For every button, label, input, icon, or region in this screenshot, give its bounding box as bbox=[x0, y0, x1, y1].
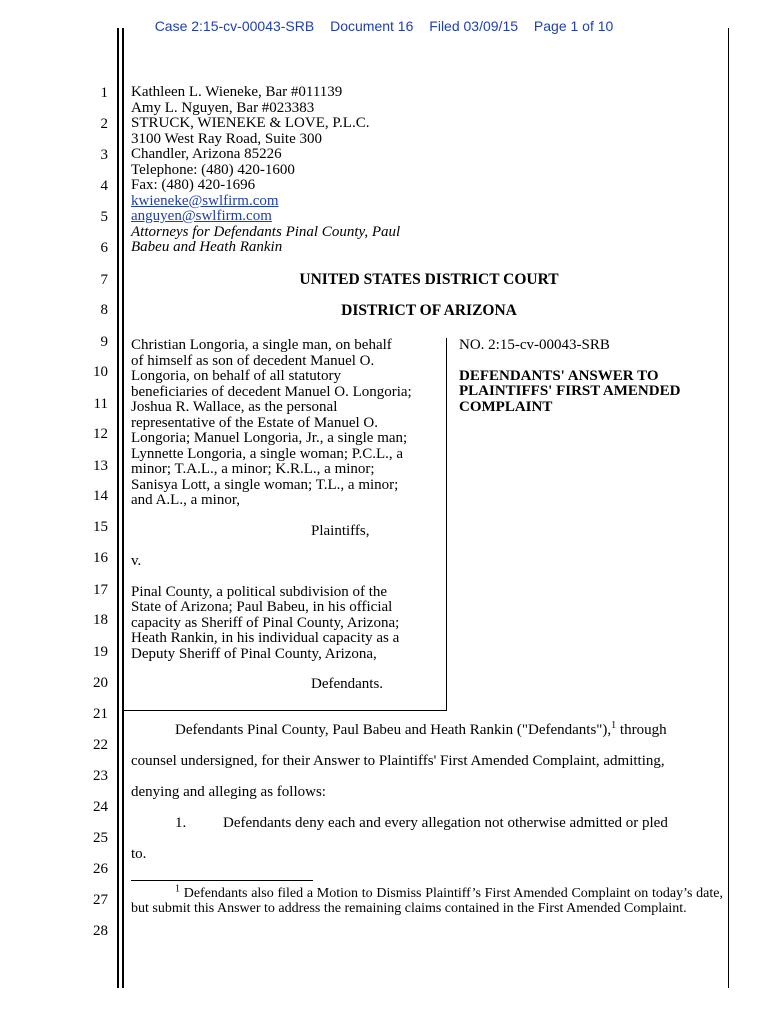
page-indicator: Page 1 of 10 bbox=[533, 18, 614, 34]
plaintiff-line: Lynnette Longoria, a single woman; P.C.L., a bbox=[131, 445, 404, 462]
firm-name: STRUCK, WIENEKE & LOVE, P.L.C. bbox=[131, 115, 370, 131]
caption-vertical-rule bbox=[446, 338, 447, 710]
line-number: 1 bbox=[100, 85, 108, 101]
footnote bbox=[131, 883, 723, 916]
line-number: 5 bbox=[100, 209, 108, 225]
line-number: 21 bbox=[93, 706, 108, 722]
line-number: 19 bbox=[93, 644, 108, 660]
line-number: 17 bbox=[93, 582, 108, 598]
line-number: 26 bbox=[93, 861, 108, 877]
line-number: 9 bbox=[100, 334, 108, 350]
para1-text-end: through bbox=[616, 722, 667, 738]
line-number: 27 bbox=[93, 892, 108, 908]
filed-date: Filed 03/09/15 bbox=[429, 18, 519, 34]
body-paragraph-1-line-3: denying and alleging as follows: bbox=[131, 784, 326, 800]
line-number: 22 bbox=[93, 737, 108, 753]
footnote-mark: 1 bbox=[175, 883, 180, 895]
attorney-line: Amy L. Nguyen, Bar #023383 bbox=[131, 99, 315, 116]
defendant-line: Heath Rankin, in his individual capacity as a bbox=[131, 630, 400, 646]
right-margin-rule bbox=[728, 28, 729, 988]
line-number: 13 bbox=[93, 458, 108, 474]
line-number: 16 bbox=[93, 550, 108, 566]
body-paragraph-1-line-2: counsel undersigned, for their Answer to Plaintiffs' First Amended Complaint, admitting, bbox=[131, 753, 665, 769]
footnote-separator bbox=[131, 880, 313, 881]
firm-city: Chandler, Arizona 85226 bbox=[131, 146, 282, 162]
plaintiff-line: Longoria; Manuel Longoria, Jr., a single man; bbox=[131, 430, 408, 446]
court-district: DISTRICT OF ARIZONA bbox=[341, 302, 517, 319]
defendant-line: capacity as Sheriff of Pinal County, Arizona; bbox=[131, 614, 400, 631]
email-link-anguyen[interactable]: anguyen@swlfirm.com bbox=[131, 208, 272, 224]
plaintiff-line: representative of the Estate of Manuel O. bbox=[131, 414, 378, 431]
left-margin-rule-outer bbox=[117, 28, 119, 988]
plaintiff-line: beneficiaries of decedent Manuel O. Longoria; bbox=[131, 383, 412, 400]
body-paragraph-1 bbox=[131, 722, 723, 739]
firm-address: 3100 West Ray Road, Suite 300 bbox=[131, 130, 323, 147]
line-number: 25 bbox=[93, 830, 108, 846]
defendant-line: Deputy Sheriff of Pinal County, Arizona, bbox=[131, 645, 377, 662]
telephone: Telephone: (480) 420-1600 bbox=[131, 161, 295, 178]
line-number: 11 bbox=[93, 396, 108, 412]
fax: Fax: (480) 420-1696 bbox=[131, 177, 256, 193]
defendants-label: Defendants. bbox=[311, 676, 384, 692]
footnote-text: Defendants also filed a Motion to Dismiss Plaintiff’s First Amended Complaint on today’s date, but submit this Answer to address the remaining claims contained in the First Amended Complaint. bbox=[131, 886, 723, 916]
line-number: 15 bbox=[93, 519, 108, 535]
line-number: 20 bbox=[93, 675, 108, 691]
plaintiff-line: Joshua R. Wallace, as the personal bbox=[131, 399, 338, 415]
defendant-line: Pinal County, a political subdivision of the bbox=[131, 583, 388, 600]
attorneys-for-cont: Babeu and Heath Rankin bbox=[131, 239, 283, 255]
plaintiff-line: Christian Longoria, a single man, on behalf bbox=[131, 337, 392, 353]
line-number: 28 bbox=[93, 923, 108, 939]
attorney-block bbox=[131, 85, 400, 256]
document-title-line: DEFENDANTS' ANSWER TO bbox=[459, 367, 659, 384]
line-number: 2 bbox=[100, 116, 108, 132]
numbered-item-1 bbox=[131, 815, 723, 832]
attorney-line: Kathleen L. Wieneke, Bar #011139 bbox=[131, 84, 343, 100]
line-number: 3 bbox=[100, 147, 108, 163]
versus: v. bbox=[131, 553, 142, 569]
email-link-kwieneke[interactable]: kwieneke@swlfirm.com bbox=[131, 192, 279, 209]
line-number: 7 bbox=[100, 272, 108, 288]
attorneys-for: Attorneys for Defendants Pinal County, Paul bbox=[131, 223, 401, 240]
line-number: 23 bbox=[93, 768, 108, 784]
line-number: 14 bbox=[93, 488, 108, 504]
case-number: NO. 2:15-cv-00043-SRB bbox=[459, 337, 610, 353]
plaintiff-line: minor; T.A.L., a minor; K.R.L., a minor; bbox=[131, 461, 375, 477]
para1-text: Defendants Pinal County, Paul Babeu and Heath Rankin ("Defendants"), bbox=[175, 722, 612, 738]
document-title-line: COMPLAINT bbox=[459, 398, 553, 415]
line-number: 12 bbox=[93, 426, 108, 442]
ecf-header bbox=[0, 18, 768, 34]
caption-horizontal-rule bbox=[124, 710, 447, 711]
plaintiff-line: Longoria, on behalf of all statutory bbox=[131, 368, 341, 384]
plaintiffs-label: Plaintiffs, bbox=[311, 522, 370, 539]
line-number: 4 bbox=[100, 178, 108, 194]
numbered-item-1-cont: to. bbox=[131, 846, 147, 862]
case-number-header: Case 2:15-cv-00043-SRB bbox=[154, 18, 315, 34]
footnote-reference: 1 bbox=[611, 720, 617, 731]
line-number: 24 bbox=[93, 799, 108, 815]
plaintiff-line: Sanisya Lott, a single woman; T.L., a minor; bbox=[131, 476, 399, 493]
line-number: 6 bbox=[100, 240, 108, 256]
defendant-line: State of Arizona; Paul Babeu, in his official bbox=[131, 599, 393, 615]
item-text: Defendants deny each and every allegation not otherwise admitted or pled bbox=[223, 815, 668, 831]
plaintiff-line: of himself as son of decedent Manuel O. bbox=[131, 352, 375, 369]
plaintiff-line: and A.L., a minor, bbox=[131, 492, 240, 508]
document-title-line: PLAINTIFFS' FIRST AMENDED bbox=[459, 383, 681, 399]
item-number: 1. bbox=[175, 815, 187, 831]
court-name: UNITED STATES DISTRICT COURT bbox=[299, 271, 559, 288]
document-number: Document 16 bbox=[330, 18, 414, 34]
line-number: 18 bbox=[93, 612, 108, 628]
caption-right bbox=[459, 338, 729, 415]
left-margin-rule-inner bbox=[122, 28, 124, 988]
line-number: 10 bbox=[93, 364, 108, 380]
line-number: 8 bbox=[100, 302, 108, 318]
caption-parties bbox=[131, 338, 441, 693]
